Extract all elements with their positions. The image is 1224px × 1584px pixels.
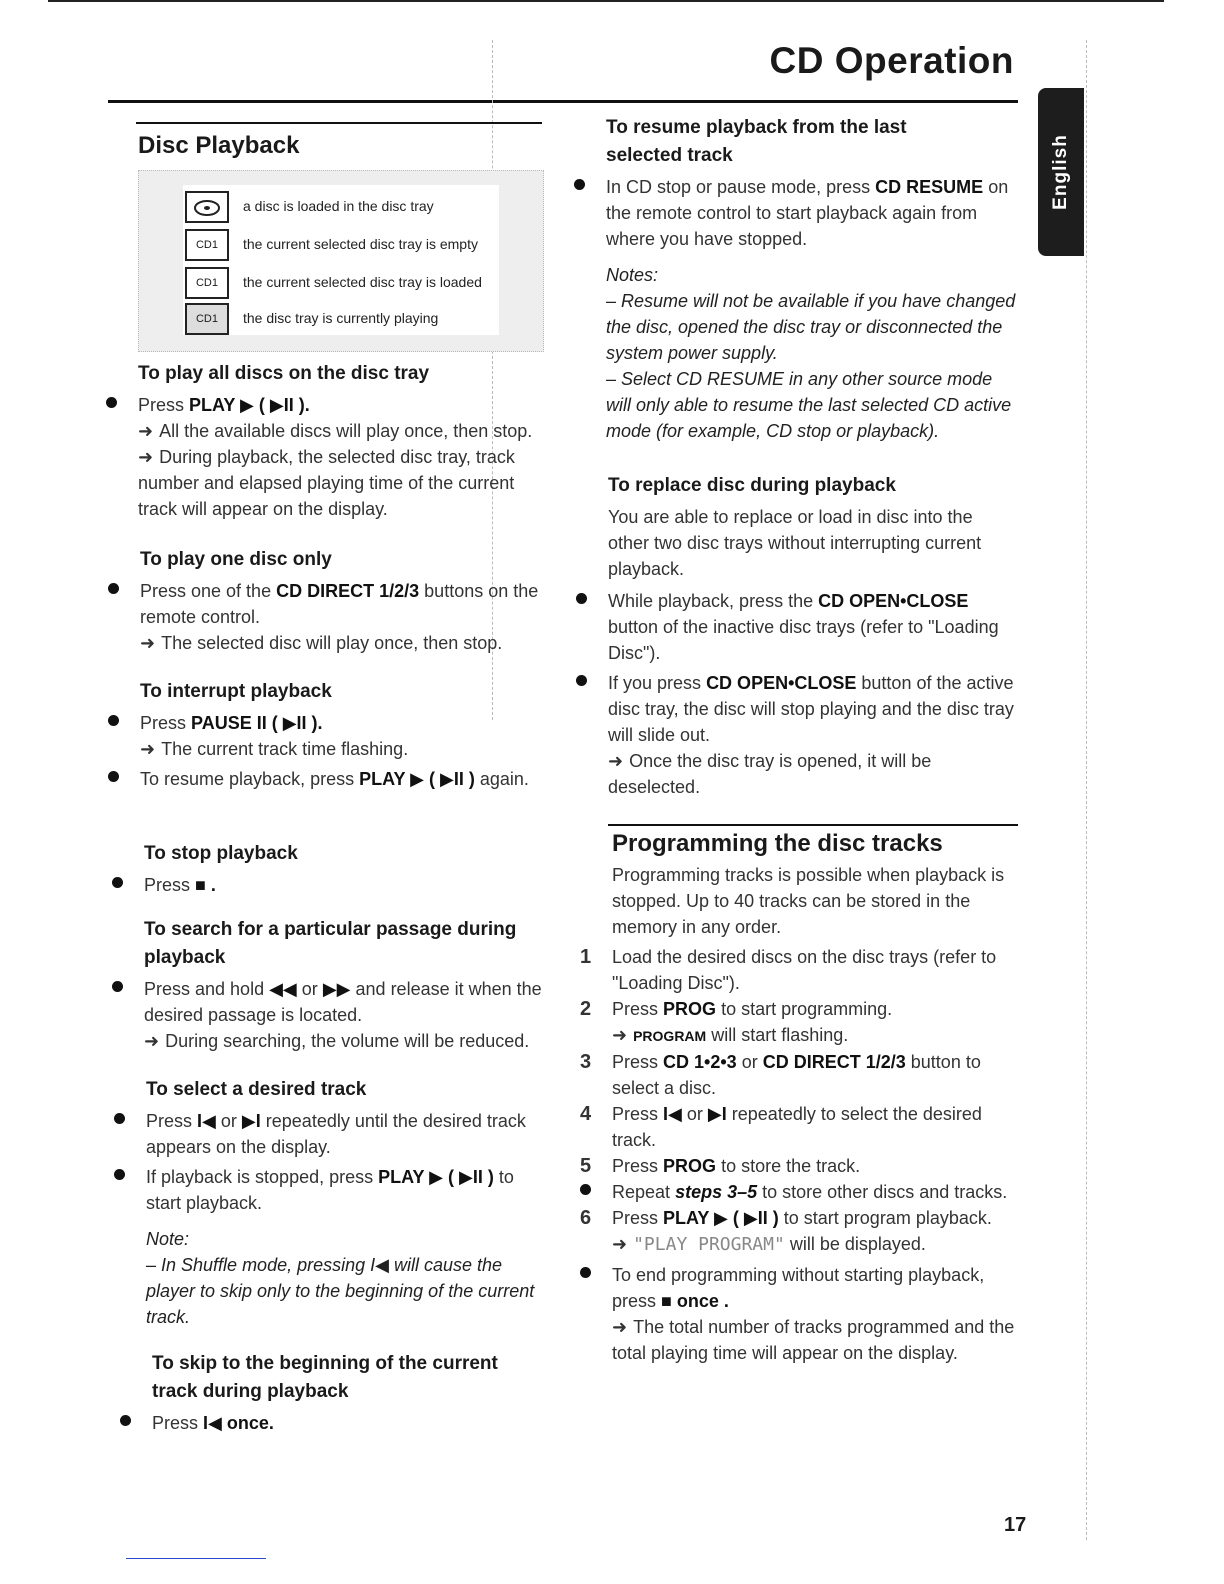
arrow-icon: ➜ [612,1234,628,1254]
bullet-icon [108,583,119,594]
interrupt-block [140,678,550,792]
replace-block [608,472,1018,800]
section-rule [136,122,542,124]
note-text: – Resume will not be available if you have changed the disc, opened the disc tray or disconnected the system power supply. [606,291,1016,363]
legend-row [183,191,499,225]
tray-playing-icon: CD1 [185,303,229,335]
step-item: 2 Press PROG to start programming. [580,998,893,1020]
play-all-block [138,360,548,522]
step-item: 4 Press I◀ or ▶I repeatedly to select the desired track. [580,1103,982,1150]
note-label: Notes: [606,265,659,285]
search-block [144,916,548,1054]
play-one-block [140,546,550,656]
subheading: To skip to the beginning of the current track during playback [152,1353,498,1402]
bullet-icon [106,397,117,408]
subheading: To play one disc only [140,549,332,570]
bullet-icon [112,981,123,992]
step-item: 6 Press PLAY ▶ ( ▶II ) to start program playback. [580,1207,992,1229]
tray-empty-icon: CD1 [185,229,229,261]
paragraph: Programming tracks is possible when playback is stopped. Up to 40 tracks can be stored in the memory in any order. [612,865,1005,937]
note-text: – In Shuffle mode, pressing I◀ will cause the player to skip only to the beginning of the current track. [146,1255,535,1327]
bullet-icon [108,771,119,782]
result-text: ➜ PROGRAM will start flashing. [612,1025,849,1045]
list-item: Press and hold ◀◀ or ▶▶ and release it when the desired passage is located. [144,976,548,1028]
legend-text: the current selected disc tray is empty [243,236,478,252]
legend-text: the disc tray is currently playing [243,310,439,326]
result-text: ➜ "PLAY PROGRAM" will be displayed. [612,1234,926,1255]
list-item: To resume playback, press PLAY ▶ ( ▶II ) again. [140,766,550,792]
subheading: To interrupt playback [140,681,332,702]
arrow-icon: ➜ [138,421,154,441]
footer-line [126,1558,266,1559]
skip-block [152,1350,548,1436]
bullet-icon [108,715,119,726]
section-title-disc-playback: Disc Playback [138,132,300,159]
arrow-icon: ➜ [144,1031,160,1051]
subheading: To resume playback from the last selected track [606,117,907,166]
list-item: Press I◀ once. [152,1410,548,1436]
result-text: ➜ During playback, the selected disc tray, track number and elapsed playing time of the current track will appear on the display. [138,447,515,519]
bullet-icon [114,1113,125,1124]
header-rule [108,100,1018,103]
list-item: In CD stop or pause mode, press CD RESUME on the remote control to start playback again from where you have stopped. [606,174,1016,252]
list-item: If playback is stopped, press PLAY ▶ ( ▶II ) to start playback. [146,1164,546,1216]
subheading: To play all discs on the disc tray [138,363,430,384]
note-text: – Select CD RESUME in any other source mode will only able to resume the last selected CD active mode (for example, CD stop or playback). [606,369,1012,441]
edge-line [1086,40,1087,1540]
list-item: Press PAUSE II ( ▶II ). [140,710,550,736]
subheading: To replace disc during playback [608,475,896,496]
programming-block [580,830,1022,1366]
arrow-icon: ➜ [612,1025,628,1045]
step-item: 1 Load the desired discs on the disc trays (refer to "Loading Disc"). [580,946,997,993]
legend-text: the current selected disc tray is loaded [243,274,482,290]
result-text: ➜ During searching, the volume will be reduced. [144,1031,530,1051]
result-text: ➜ The current track time flashing. [140,739,409,759]
bullet-icon [576,593,587,604]
legend-row [183,229,499,263]
list-item: While playback, press the CD OPEN•CLOSE button of the inactive disc trays (refer to "Loading Disc"). [608,588,1018,666]
list-item: Press one of the CD DIRECT 1/2/3 buttons on the remote control. [140,578,550,630]
list-item: Press PLAY ▶ ( ▶II ). [138,392,548,418]
top-rule [48,0,1164,2]
page-number: 17 [1004,1514,1027,1536]
step-item: 3 Press CD 1•2•3 or CD DIRECT 1/2/3 button to select a disc. [580,1051,981,1098]
tray-loaded-icon: CD1 [185,267,229,299]
section-title-programming: Programming the disc tracks [612,830,943,857]
arrow-icon: ➜ [608,751,624,771]
select-block [146,1076,546,1330]
result-text: ➜ Once the disc tray is opened, it will be deselected. [608,751,932,797]
bullet-icon [120,1415,131,1426]
arrow-icon: ➜ [612,1317,628,1337]
subheading: To stop playback [144,843,298,864]
bullet-icon [576,675,587,686]
language-tab-label: English [1050,134,1071,210]
subheading: To select a desired track [146,1079,367,1100]
arrow-icon: ➜ [140,739,156,759]
result-text: ➜ The total number of tracks programmed and the total playing time will appear on the display. [612,1317,1015,1363]
paragraph: You are able to replace or load in disc into the other two disc trays without interrupting current playback. [608,507,982,579]
language-tab [1038,88,1084,256]
list-item: Press I◀ or ▶I repeatedly until the desired track appears on the display. [146,1108,546,1160]
section-rule [608,824,1018,826]
bullet-icon [114,1169,125,1180]
resume-block [606,114,1016,444]
result-text: ➜ All the available discs will play once, then stop. [138,421,533,441]
list-item: Repeat steps 3–5 to store other discs and tracks. [612,1179,1022,1205]
list-item: If you press CD OPEN•CLOSE button of the active disc tray, the disc will stop playing and the disc tray will slide out. [608,670,1018,748]
disc-loaded-icon [185,191,229,223]
stop-block [144,840,554,898]
result-text: ➜ The selected disc will play once, then stop. [140,633,503,653]
bullet-icon [112,877,123,888]
icon-legend [138,170,544,352]
arrow-icon: ➜ [140,633,156,653]
legend-text: a disc is loaded in the disc tray [243,198,434,214]
legend-row [183,267,499,301]
arrow-icon: ➜ [138,447,154,467]
bullet-icon [574,179,585,190]
list-item: Press ■ . [144,872,554,898]
bullet-icon [580,1267,591,1278]
note-label: Note: [146,1229,190,1249]
step-item: 5 Press PROG to store the track. [580,1155,861,1177]
list-item: To end programming without starting playback, press ■ once . [612,1262,1022,1314]
bullet-icon [580,1184,591,1195]
page-title: CD Operation [769,40,1014,81]
legend-row [183,303,499,337]
subheading: To search for a particular passage during playback [144,919,517,968]
